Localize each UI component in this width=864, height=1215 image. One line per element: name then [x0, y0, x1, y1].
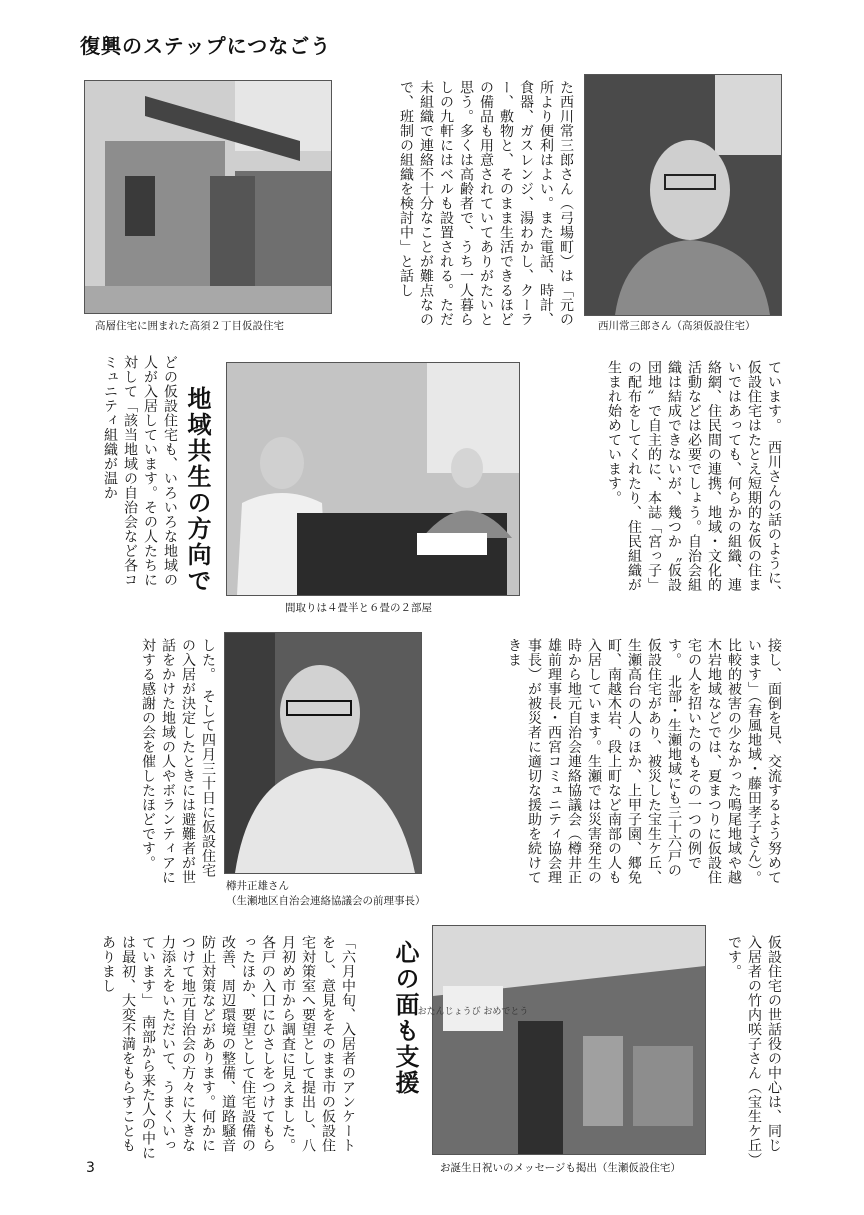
page-number: 3	[86, 1160, 95, 1176]
photo-interview-room	[226, 362, 520, 596]
portrait-illustration	[585, 75, 781, 315]
photo-caption-name: 樽井正雄さん	[226, 880, 289, 892]
photo-birthday-message	[417, 925, 706, 1155]
section-heading: 地域共生の方向で	[183, 386, 211, 594]
photo-caption: お誕生日祝いのメッセージも掲出（生瀬仮設住宅）	[440, 1162, 681, 1174]
body-text-block: ています。 西川さんの話のように、仮設住宅はたとえ短期的な仮の住まいではあっても、何らかの組織、連絡網、住民間の連携、地域・文化的活動などは必要でしょう。自治会組織は結成できないが、幾つか〝仮設団地〟で自主的に、本誌「宮っ子」の配布をしてくれたり、住民組織が生まれ始めています。	[606, 360, 782, 600]
photo-tarui	[224, 632, 422, 874]
photo-nishikawa	[584, 74, 782, 316]
body-text-block: 仮設住宅の世話役の中心は、同じ入居者の竹内咲子さん（宝生ケ丘）です。	[726, 935, 782, 1160]
photo-caption: 西川常三郎さん（高須仮設住宅）	[598, 320, 756, 332]
body-text-block: した。 そして四月三十日に仮設住宅の入居が決定したときには避難者が世話をかけた地域の人やボランティアに対する感謝の会を催したほどです。	[140, 638, 216, 885]
photo-caption: 高層住宅に囲まれた高須２丁目仮設住宅	[95, 320, 284, 332]
body-text-block: どの仮設住宅も、いろいろな地域の人が入居しています。その人たちに対して「該当地域の自治会など各コミュニティ組織が温か	[102, 355, 178, 587]
page-title: 復興のステップにつなごう	[80, 34, 332, 58]
photo-caption-role: （生瀬地区自治会連絡協議会の前理事長）	[226, 895, 426, 907]
room-illustration	[227, 363, 519, 595]
body-text-block: 「六月中旬、入居者のアンケートをし、意見をそのまま市の仮設住宅対策室へ要望として提出し、八月初め市から調査に見えました。各戸の入口にひさしをつけてもらったほか、要望として住宅設備の改善、周辺環境の整備、道路騒音防止対策などがあります。何かにつけて地元自治会の方々に大きな力添えをいただいて、うまくいっています」 南部から来た人の中には最初、大変不満をもらすこともありまし	[100, 935, 356, 1160]
photo-caption: 間取りは４畳半と６畳の２部屋	[285, 602, 432, 614]
body-text-block: た西川常三郎さん（弓場町）は「元の所より便利はよい。また電話、時計、食器、ガスレンジ、湯わかし、クーラー、敷物と、そのまま生活できるほどの備品も用意されていてありがたいと思う。多くは高齢者で、うち一人暮らしの九軒にはベルも設置される。ただ未組織で連絡不十分なことが難点なので、班制の組織を検討中」と話し	[398, 80, 574, 327]
body-text-block: 接し、面倒を見、交流するよう努めています」（春風地域・藤田孝子さん）。比較的被害の少なかった鳴尾地域や越木岩地域などでは、夏まつりに仮設住宅の人を招いたのもその一つの例です。 北部・生瀬地域にも三十六戸の仮設住宅があり、被災した宝生ケ丘、生瀬高台の人のほか、上甲子園、郷免町、南越木岩、段上町など南部の人も入居しています。生瀬では災害発生の時から地元自治会連絡協議会（樽井正雄前理事長・西宮コミュニティ協会理事長）が被災者に適切な援助を続けてきま	[506, 638, 782, 885]
prefab-housing-illustration	[85, 81, 331, 313]
section-heading: 心の面も支援	[391, 940, 419, 1096]
portrait-illustration	[225, 633, 421, 873]
sign-text: おたんじょうび おめでとう	[417, 1007, 529, 1017]
photo-prefab-housing	[84, 80, 332, 314]
shelter-illustration	[417, 926, 705, 1154]
